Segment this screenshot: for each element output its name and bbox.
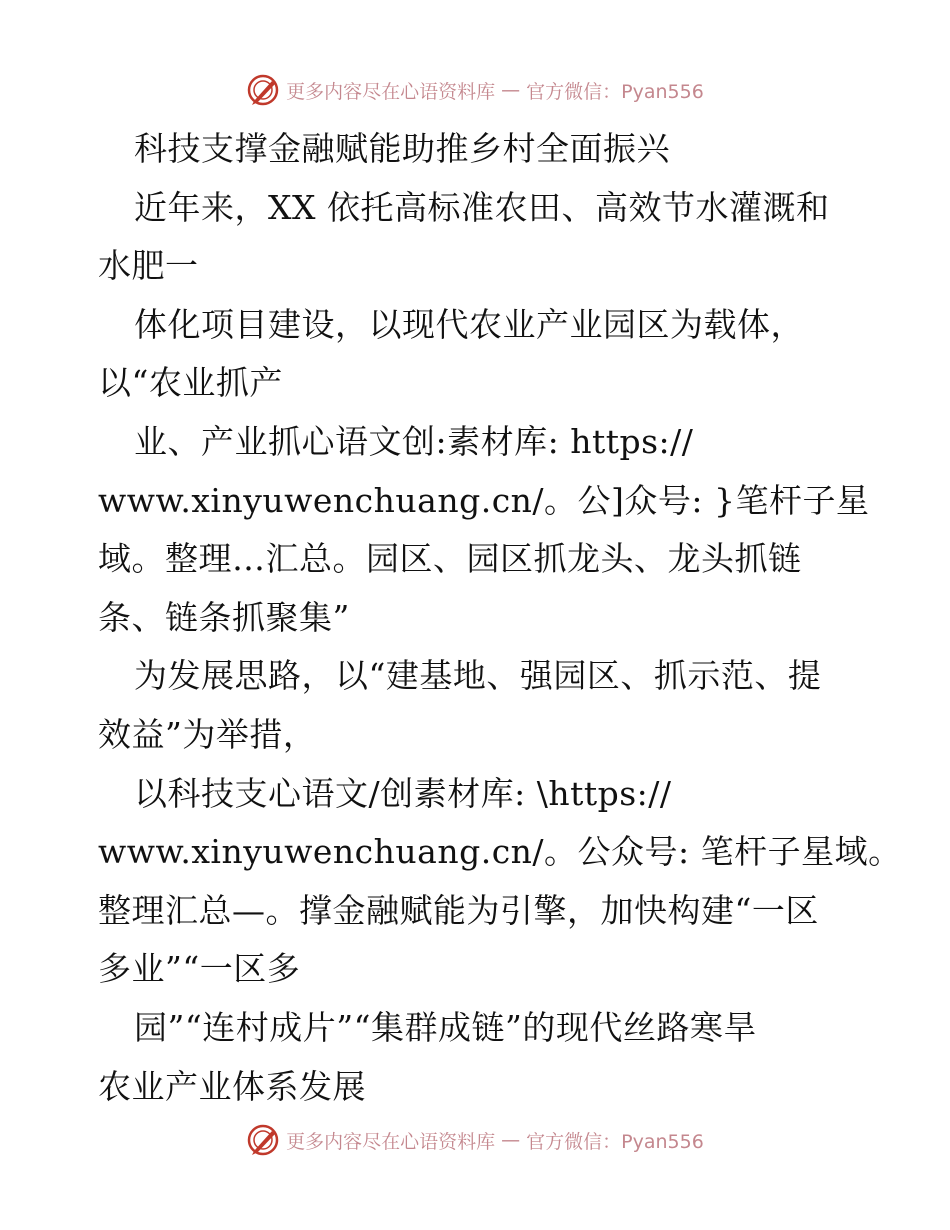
text-line: 以“农业抓产 (98, 363, 283, 403)
text-line: 近年来，XX 依托高标准农田、高效节水灌溉和 (134, 187, 830, 227)
header-banner-text: 更多内容尽在心语资料库 (286, 80, 496, 103)
footer-banner-separator: — (501, 1129, 521, 1151)
text-line: 为发展思路，以“建基地、强园区、抓示范、提 (134, 656, 822, 696)
text-line: www.xinyuwenchuang.cn/。公众号: 笔杆子星域。 (98, 832, 902, 872)
pen-logo-icon (246, 1123, 280, 1157)
text-line: 农业产业体系发展 (98, 1066, 366, 1106)
footer-banner-text: 更多内容尽在心语资料库 (286, 1130, 496, 1153)
text-line: 水肥一 (98, 246, 199, 286)
header-banner (0, 70, 950, 110)
footer-banner-contact: 官方微信：Pyan556 (526, 1130, 704, 1153)
text-line: 体化项目建设，以现代农业产业园区为载体， (134, 304, 804, 344)
text-line: 整理汇总—。撑金融赋能为引擎，加快构建“一区 (98, 890, 819, 930)
text-line: 条、链条抓聚集” (98, 597, 350, 637)
text-line: 效益”为举措， (98, 714, 317, 754)
text-line: 域。整理…汇总。园区、园区抓龙头、龙头抓链 (98, 539, 802, 579)
text-line: 多业”“一区多 (98, 949, 301, 989)
header-banner-separator: — (501, 79, 521, 101)
document-body (98, 120, 902, 1116)
header-banner-contact: 官方微信：Pyan556 (526, 80, 704, 103)
document-title: 科技支撑金融赋能助推乡村全面振兴 (134, 129, 670, 168)
footer-banner (0, 1120, 950, 1160)
pen-logo-icon (246, 73, 280, 107)
text-line: 园”“连村成片”“集群成链”的现代丝路寒旱 (134, 1007, 757, 1047)
text-line: 业、产业抓心语文创:素材库: https:// (134, 421, 694, 461)
text-line: www.xinyuwenchuang.cn/。公]众号: }笔杆子星 (98, 480, 870, 520)
text-line: 以科技支心语文/创素材库: \https:// (134, 773, 672, 813)
